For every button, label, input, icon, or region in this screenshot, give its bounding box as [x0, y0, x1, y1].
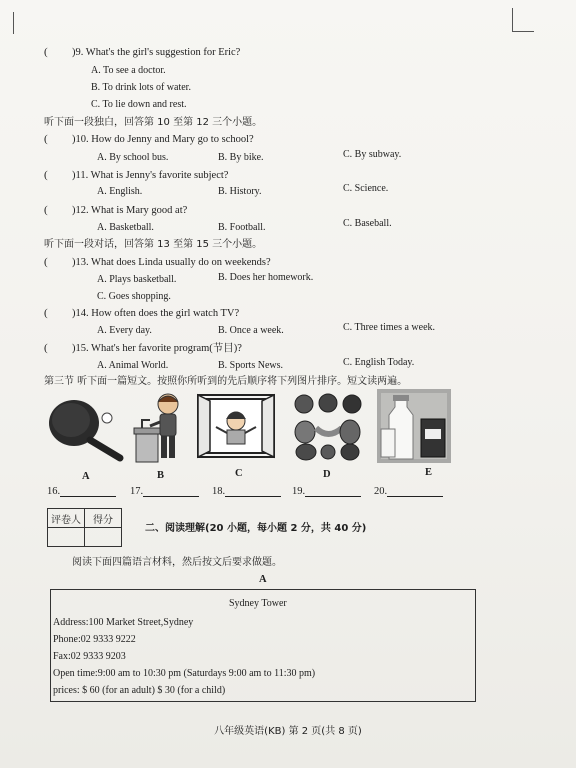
option-14b: B. Once a week. [218, 325, 284, 336]
question-13: )13. What does Linda usually do on weekends? [72, 257, 271, 268]
reading-instruction: 阅读下面四篇语言材料，然后按文后要求做题。 [72, 557, 282, 568]
option-14c: C. Three times a week. [343, 322, 436, 333]
crop-mark [512, 31, 534, 32]
answer-blank-19[interactable]: 19. [292, 486, 361, 497]
picture-letter-d: D [323, 469, 331, 480]
option-11c: C. Science. [343, 183, 389, 194]
answer-blank-16[interactable]: 16. [47, 486, 116, 497]
score-header: 得分 [85, 509, 122, 528]
tower-open-time: Open time:9:00 am to 10:30 pm (Saturdays 9:00 am to 11:30 pm) [53, 668, 316, 679]
girl-at-window-icon [196, 393, 276, 459]
fruits-vegetables-icon [292, 392, 364, 462]
answer-paren[interactable]: ( [44, 46, 48, 58]
section-3-instruction: 第三节 听下面一篇短文。按照你所听到的先后顺序将下列图片排序。短文读两遍。 [44, 376, 408, 387]
tower-fax: Fax:02 9333 9203 [53, 651, 126, 662]
answer-blank-17[interactable]: 17. [130, 486, 199, 497]
score-cell[interactable] [85, 528, 122, 547]
tower-address: Address:100 Market Street,Sydney [53, 617, 194, 628]
sydney-tower-info-box [50, 589, 476, 702]
option-12c: C. Baseball. [343, 218, 392, 229]
option-14a: A. Every day. [97, 325, 152, 336]
grader-cell[interactable] [48, 528, 85, 547]
milk-bottle-icon [377, 389, 451, 463]
tower-phone: Phone:02 9333 9222 [53, 634, 136, 645]
picture-letter-b: B [157, 470, 165, 481]
option-15b: B. Sports News. [218, 360, 284, 371]
option-9c: C. To lie down and rest. [91, 99, 187, 110]
passage-letter: A [259, 574, 267, 585]
question-10: )10. How do Jenny and Mary go to school? [72, 134, 254, 145]
answer-paren[interactable]: ( [44, 169, 48, 181]
boy-washing-hands-icon [132, 392, 184, 464]
option-10a: A. By school bus. [97, 152, 169, 163]
picture-letter-a: A [82, 471, 90, 482]
option-10b: B. By bike. [218, 152, 264, 163]
option-13a: A. Plays basketball. [97, 274, 177, 285]
question-14: )14. How often does the girl watch TV? [72, 308, 240, 319]
answer-paren[interactable]: ( [44, 256, 48, 268]
instruction-dialogue: 听下面一段对话，回答第 13 至第 15 三个小题。 [44, 239, 263, 250]
question-15: )15. What's her favorite program(节目)? [72, 343, 242, 354]
page-footer: 八年级英语(KB) 第 2 页(共 8 页) [214, 726, 362, 737]
answer-blank-18[interactable]: 18. [212, 486, 281, 497]
option-12a: A. Basketball. [97, 222, 154, 233]
crop-mark [13, 12, 14, 34]
question-12: )12. What is Mary good at? [72, 205, 188, 216]
option-13c: C. Goes shopping. [97, 291, 171, 302]
option-15a: A. Animal World. [97, 360, 169, 371]
picture-letter-e: E [425, 467, 433, 478]
option-13b: B. Does her homework. [218, 272, 314, 283]
part-2-heading: 二、阅读理解(20 小题，每小题 2 分，共 40 分) [145, 523, 367, 534]
option-15c: C. English Today. [343, 357, 415, 368]
question-9: )9. What's the girl's suggestion for Eric? [72, 47, 241, 58]
option-11a: A. English. [97, 186, 143, 197]
grader-score-table [47, 508, 122, 547]
tower-title: Sydney Tower [229, 598, 287, 609]
tower-prices: prices: $ 60 (for an adult) $ 30 (for a child) [53, 685, 226, 696]
option-10c: C. By subway. [343, 149, 402, 160]
answer-paren[interactable]: ( [44, 307, 48, 319]
question-11: )11. What is Jenny's favorite subject? [72, 170, 229, 181]
option-9a: A. To see a doctor. [91, 65, 166, 76]
answer-paren[interactable]: ( [44, 133, 48, 145]
option-11b: B. History. [218, 186, 262, 197]
grader-header: 评卷人 [48, 509, 85, 528]
instruction-monologue: 听下面一段独白，回答第 10 至第 12 三个小题。 [44, 117, 263, 128]
answer-blank-20[interactable]: 20. [374, 486, 443, 497]
crop-mark [512, 8, 513, 32]
option-12b: B. Football. [218, 222, 266, 233]
answer-paren[interactable]: ( [44, 204, 48, 216]
option-9b: B. To drink lots of water. [91, 82, 191, 93]
picture-letter-c: C [235, 468, 243, 479]
answer-paren[interactable]: ( [44, 342, 48, 354]
ping-pong-paddle-icon [44, 396, 126, 464]
